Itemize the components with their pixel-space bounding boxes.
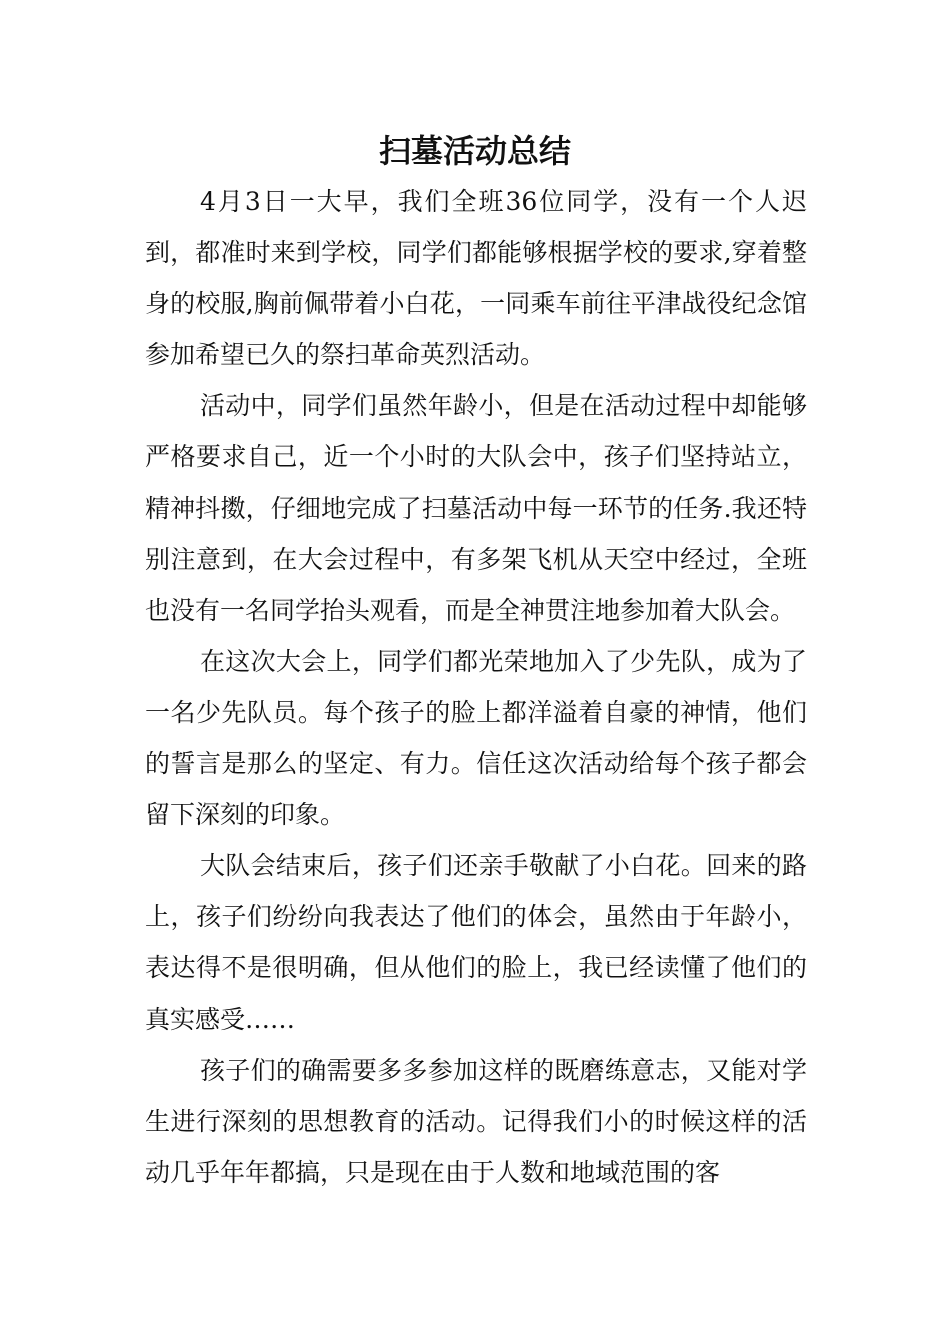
paragraph-2: 活动中，同学们虽然年龄小，但是在活动过程中却能够严格要求自己，近一个小时的大队会中，孩子们坚持站立，精神抖擞，仔细地完成了扫墓活动中每一环节的任务.我还特别注意到，在大会过程中，有多架飞机从天空中经过，全班也没有一名同学抬头观看，而是全神贯注地参加着大队会。 <box>145 391 807 625</box>
paragraph-1: 4月3日一大早，我们全班36位同学，没有一个人迟到，都准时来到学校，同学们都能够根据学校的要求,穿着整身的校服,胸前佩带着小白花，一同乘车前往平津战役纪念馆参加希望已久的祭扫革命英烈活动。 <box>145 187 807 370</box>
document-title: 扫墓活动总结 <box>378 132 571 170</box>
paragraph-4: 大队会结束后，孩子们还亲手敬献了小白花。回来的路上，孩子们纷纷向我表达了他们的体会，虽然由于年龄小，表达得不是很明确，但从他们的脸上，我已经读懂了他们的真实感受…… <box>145 851 807 1034</box>
paragraph-5: 孩子们的确需要多多参加这样的既磨练意志，又能对学生进行深刻的思想教育的活动。记得我们小的时候这样的活动几乎年年都搞，只是现在由于人数和地域范围的客 <box>145 1055 807 1187</box>
document-body <box>145 176 807 1216</box>
paragraph-3: 在这次大会上，同学们都光荣地加入了少先队，成为了一名少先队员。每个孩子的脸上都洋溢着自豪的神情，他们的誓言是那么的坚定、有力。信任这次活动给每个孩子都会留下深刻的印象。 <box>145 646 807 830</box>
